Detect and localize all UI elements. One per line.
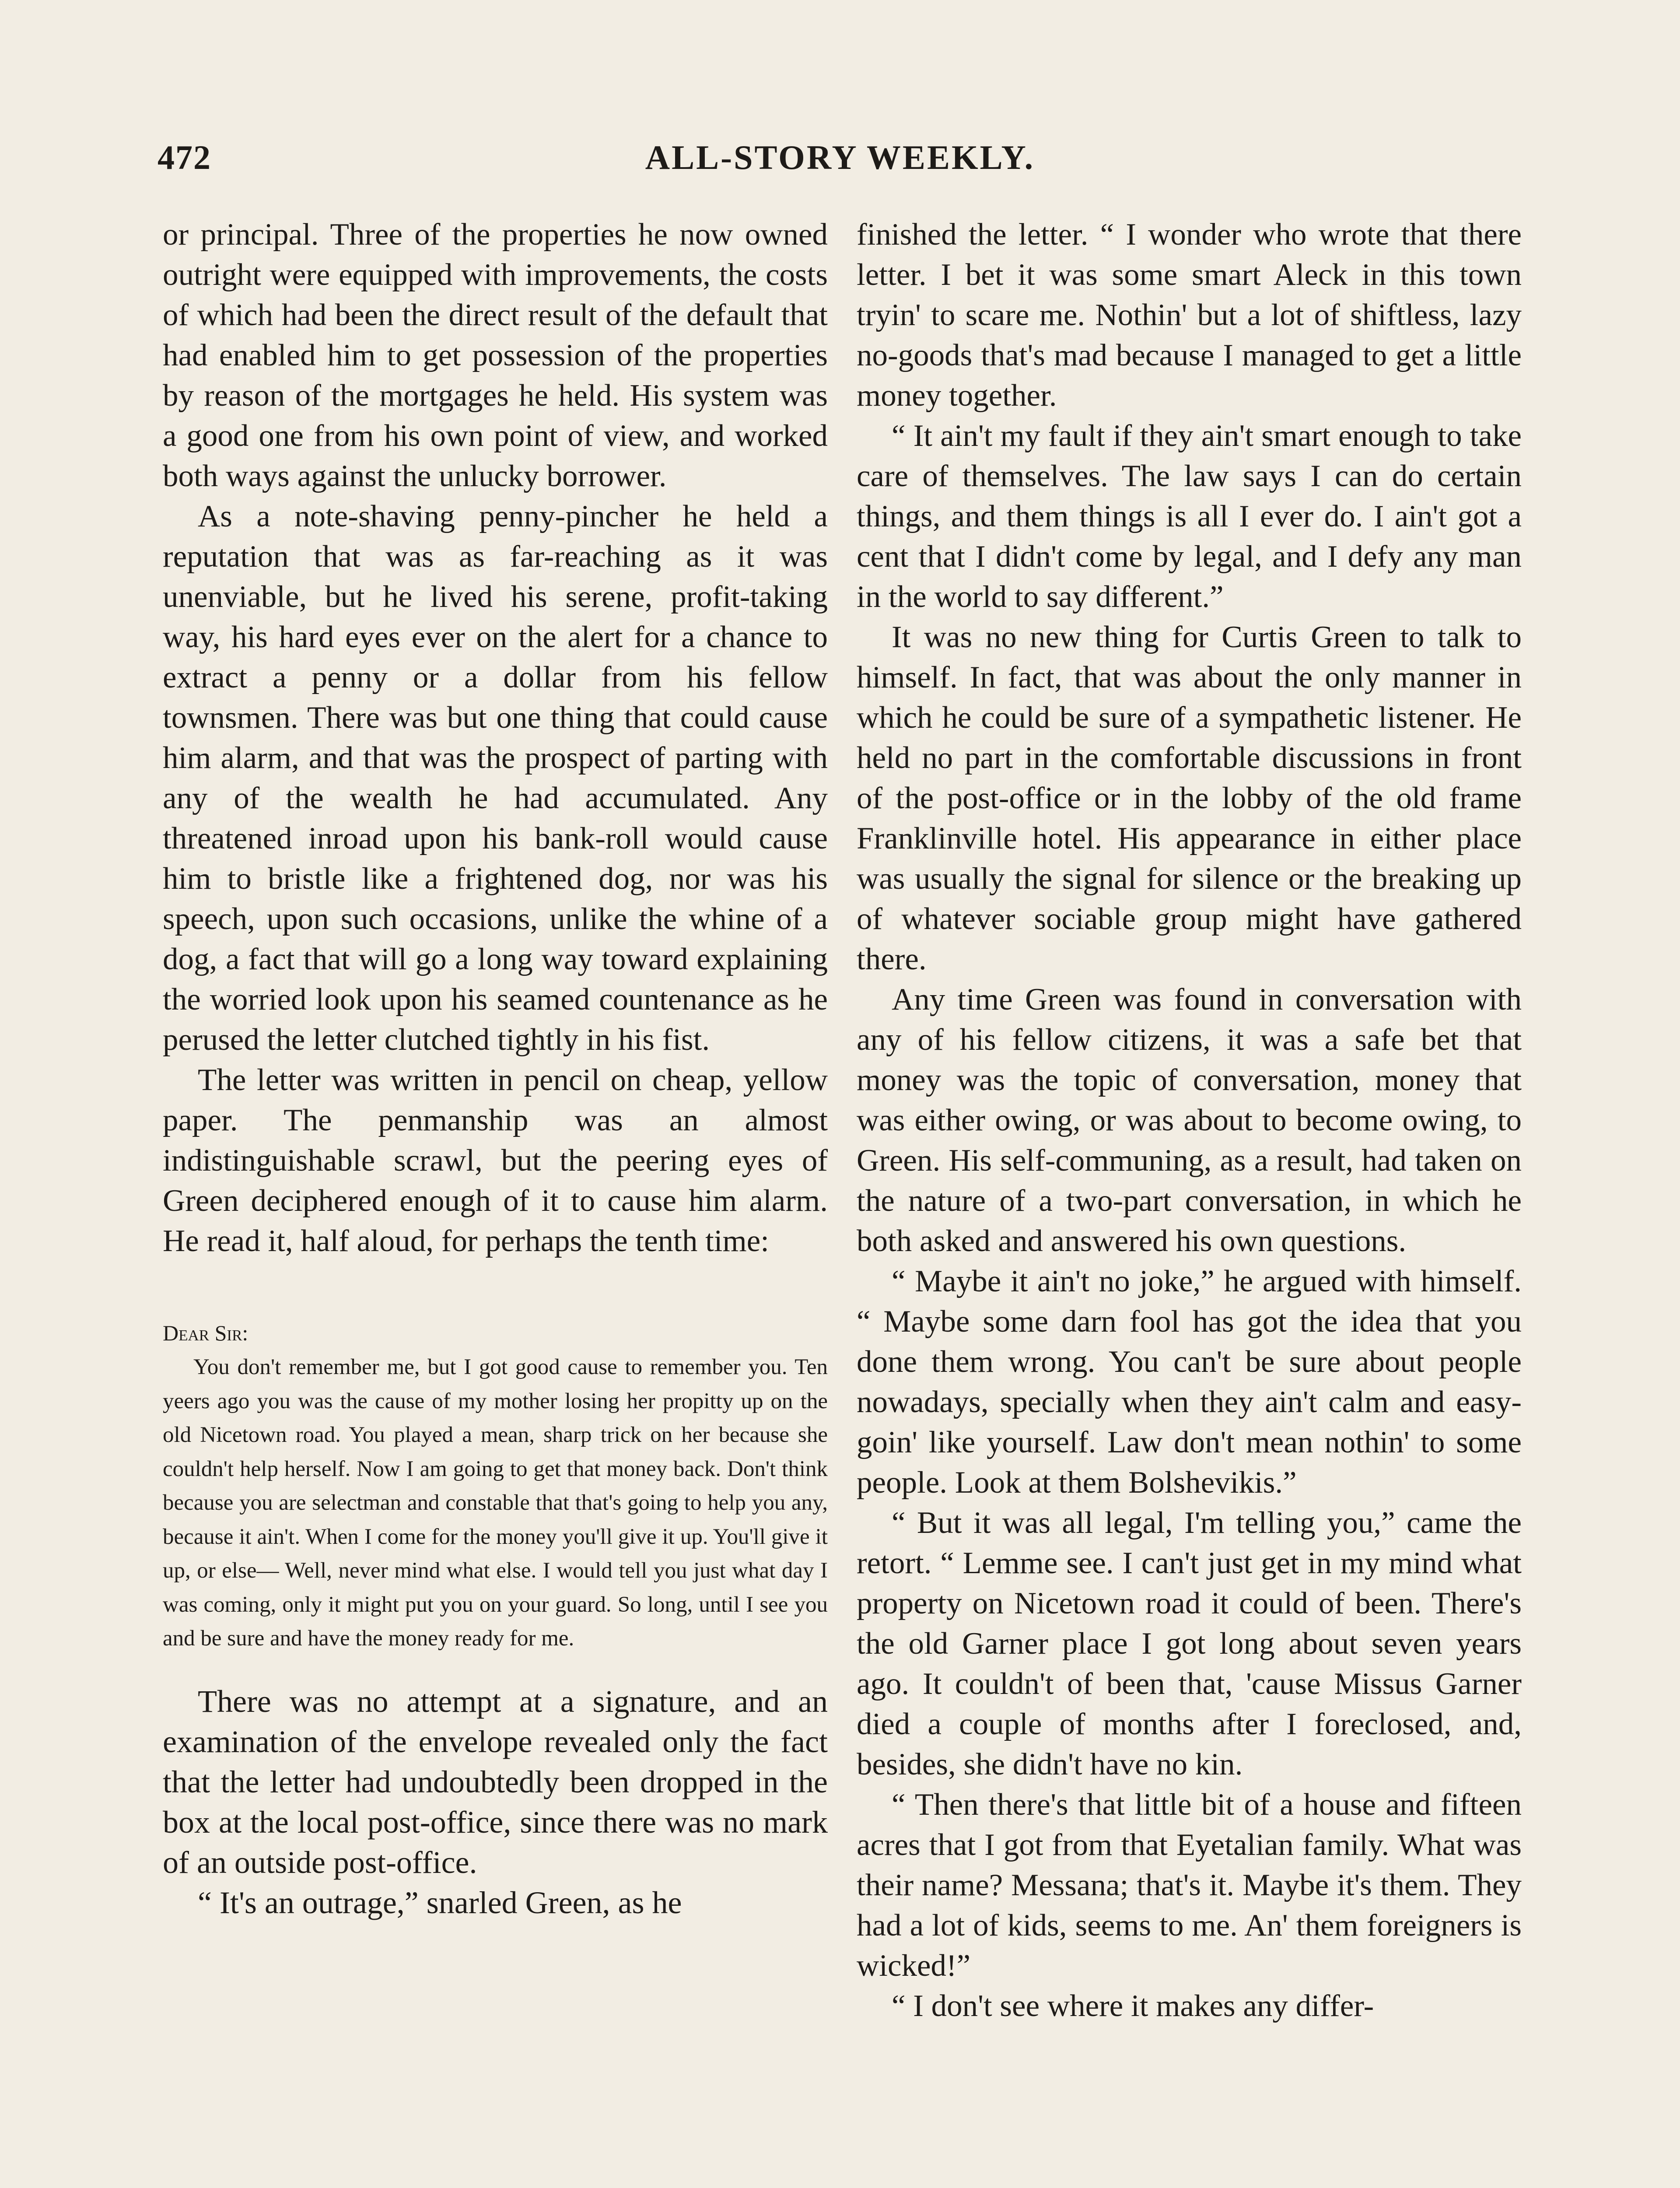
letter-salutation: Dear Sir:	[163, 1321, 248, 1345]
paragraph: or principal. Three of the properties he now owned outright were equipped with improvements, the costs of which had been the direct result of the default that had enabled him to get possession of the properties by reason of the mortgages he held. His system was a good one from his own point of view, and worked both ways against the unlucky borrower.	[163, 217, 828, 493]
letter-body: You don't remember me, but I got good cause to remember you. Ten yeers ago you was the cause of my mother losing her propitty up on the old Nicetown road. You played a mean, sharp trick on her because she couldn't help herself. Now I am going to get that money back. Don't think because you are selectman and constable that that's going to help you any, because it ain't. When I come for the money you'll give it up. You'll give it up, or else— Well, never mind what else. I would tell you just what day I was coming, only it might put you on your guard. So long, until I see you and be sure and have the money ready for me.	[163, 1355, 828, 1651]
paragraph: “ It ain't my fault if they ain't smart enough to take care of themselves. The law says I can do certain things, and them things is all I ever do. I ain't got a cent that I didn't come by legal, and I defy any man in the world to say different.”	[857, 419, 1522, 614]
right-column	[857, 214, 1522, 2026]
paragraph: “ Then there's that little bit of a house and fifteen acres that I got from that Eyetalian family. What was their name? Messana; that's it. Maybe it's them. They had a lot of kids, seems to me. An' them foreigners is wicked!”	[857, 1788, 1522, 1983]
running-title: ALL-STORY WEEKLY.	[645, 138, 1035, 176]
paragraph: Any time Green was found in conversation with any of his fellow citizens, it was a safe bet that money was the topic of conversation, money that was either owing, or was about to become owing, to Green. His self-communing, as a result, had taken on the nature of a two-part conversation, in which he both asked and answered his own questions.	[857, 982, 1522, 1258]
paragraph: As a note-shaving penny-pincher he held a reputation that was as far-reaching as it was unenviable, but he lived his serene, profit-taking way, his hard eyes ever on the alert for a chance to extract a penny or a dollar from his fellow townsmen. There was but one thing that could cause him alarm, and that was the prospect of parting with any of the wealth he had accumulated. Any threatened inroad upon his bank-roll would cause him to bristle like a frightened dog, nor was his speech, upon such occasions, unlike the whine of a dog, a fact that will go a long way toward explaining the worried look upon his seamed countenance as he perused the letter clutched tightly in his fist.	[163, 499, 828, 1057]
paragraph: “ But it was all legal, I'm telling you,” came the retort. “ Lemme see. I can't just get in my mind what property on Nicetown road it could of been. There's the old Garner place I got long about seven years ago. It couldn't of been that, 'cause Missus Garner died a couple of months after I foreclosed, and, besides, she didn't have no kin.	[857, 1506, 1522, 1781]
paragraph: finished the letter. “ I wonder who wrote that there letter. I bet it was some smart Aleck in this town tryin' to scare me. Nothin' but a lot of shiftless, lazy no-goods that's mad because I managed to get a little money together.	[857, 217, 1522, 413]
paragraph: There was no attempt at a signature, and an examination of the envelope revealed only the fact that the letter had undoubtedly been dropped in the box at the local post-office, since there was no mark of an outside post-office.	[163, 1683, 828, 1880]
paragraph: “ I don't see where it makes any differ-	[892, 1989, 1374, 2023]
quoted-letter	[163, 1318, 828, 1656]
paragraph: It was no new thing for Curtis Green to talk to himself. In fact, that was about the only manner in which he could be sure of a sympathetic listener. He held no part in the comfortable discussions in front of the post-office or in the lobby of the old frame Franklinville hotel. His appearance in either place was usually the signal for silence or the breaking up of whatever sociable group might have gathered there.	[857, 620, 1522, 976]
paragraph: The letter was written in pencil on cheap, yellow paper. The penmanship was an almost indistinguishable scrawl, but the peering eyes of Green deciphered enough of it to cause him alarm. He read it, half aloud, for perhaps the tenth time:	[163, 1063, 828, 1258]
paragraph: “ Maybe it ain't no joke,” he argued with himself. “ Maybe some darn fool has got the idea that you done them wrong. You can't be sure about people nowadays, specially when they ain't calm and easy-goin' like yourself. Law don't mean nothin' to some people. Look at them Bolshevikis.”	[857, 1264, 1522, 1500]
paragraph: “ It's an outrage,” snarled Green, as he	[198, 1885, 682, 1920]
left-column	[163, 214, 828, 1923]
page-number: 472	[158, 138, 211, 176]
